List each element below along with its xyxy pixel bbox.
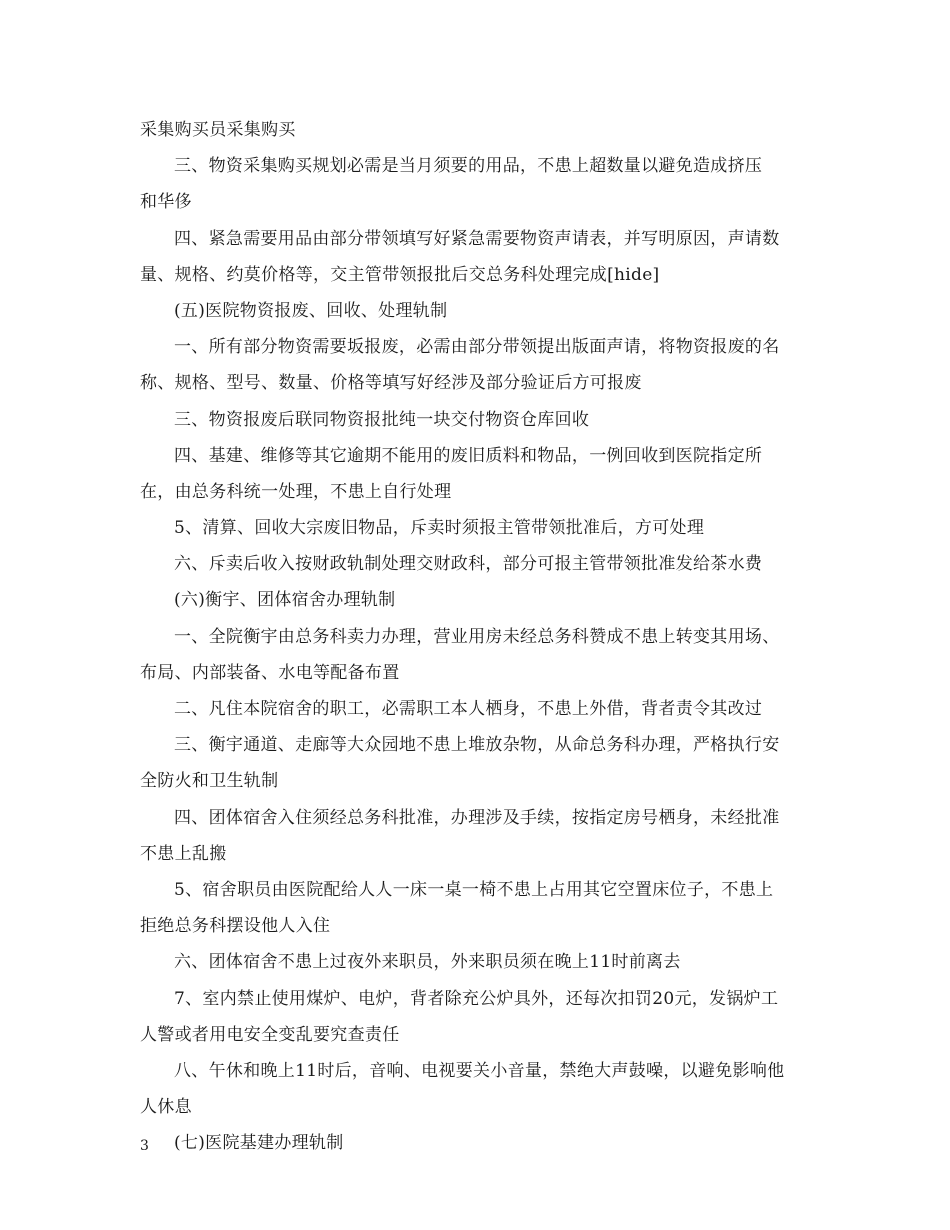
text-line: 量、规格、约莫价格等，交主管带领报批后交总务科处理完成[hide]	[140, 264, 660, 285]
text-line: 采集购买员采集购买	[140, 120, 296, 140]
section-heading: (六)衡宇、团体宿舍办理轨制	[174, 590, 396, 611]
text-line: 人警或者用电安全变乱要究查责任	[140, 1024, 400, 1045]
section-heading: (五)医院物资报废、回收、处理轨制	[174, 300, 448, 321]
text-line: 7、室内禁止使用煤炉、电炉，背者除充公炉具外，还每次扣罚20元，发锅炉工	[174, 988, 779, 1009]
document-body	[140, 112, 830, 1161]
text-line: 拒绝总务科摆设他人入住	[140, 916, 331, 937]
text-line: 5、清算、回收大宗废旧物品，斥卖时须报主管带领批准后，方可处理	[174, 518, 705, 539]
text-line: 不患上乱搬	[140, 843, 227, 864]
text-line: 八、午休和晚上11时后，音响、电视要关小音量，禁绝大声鼓噪，以避免影响他	[174, 1060, 785, 1081]
text-line: 六、斥卖后收入按财政轨制处理交财政科，部分可报主管带领批准发给茶水费	[174, 554, 763, 575]
text-line: 一、所有部分物资需要坂报废，必需由部分带领提出版面声请，将物资报废的名	[174, 337, 780, 358]
text-line: 三、衡宇通道、走廊等大众园地不患上堆放杂物，从命总务科办理，严格执行安	[174, 735, 780, 756]
text-line: 三、物资采集购买规划必需是当月须要的用品，不患上超数量以避免造成挤压	[174, 156, 763, 177]
text-line: 5、宿舍职员由医院配给人人一床一桌一椅不患上占用其它空置床位子，不患上	[174, 879, 774, 900]
text-line: 布局、内部装备、水电等配备布置	[140, 662, 400, 683]
text-line: 四、团体宿舍入住须经总务科批准，办理涉及手续，按指定房号栖身，未经批准	[174, 807, 780, 828]
section-heading: (七)医院基建办理轨制	[174, 1133, 344, 1154]
text-line: 一、全院衡宇由总务科卖力办理，营业用房未经总务科赞成不患上转变其用场、	[174, 626, 780, 647]
text-line: 称、规格、型号、数量、价格等填写好经涉及部分验证后方可报废	[140, 373, 642, 394]
text-line: 全防火和卫生轨制	[140, 771, 279, 792]
text-line: 四、基建、维修等其它逾期不能用的废旧质料和物品，一例回收到医院指定所	[174, 445, 763, 466]
page-number: 3	[140, 1138, 149, 1154]
text-line: 人休息	[140, 1097, 192, 1118]
text-line: 四、紧急需要用品由部分带领填写好紧急需要物资声请表，并写明原因，声请数	[174, 228, 780, 249]
text-line: 二、凡住本院宿舍的职工，必需职工本人栖身，不患上外借，背者责令其改过	[174, 699, 763, 719]
text-line: 六、团体宿舍不患上过夜外来职员，外来职员须在晚上11时前离去	[174, 952, 681, 973]
text-line: 在，由总务科统一处理，不患上自行处理	[140, 481, 452, 502]
text-line: 三、物资报废后联同物资报批纯一块交付物资仓库回收	[174, 409, 590, 430]
text-line: 和华侈	[140, 192, 192, 213]
